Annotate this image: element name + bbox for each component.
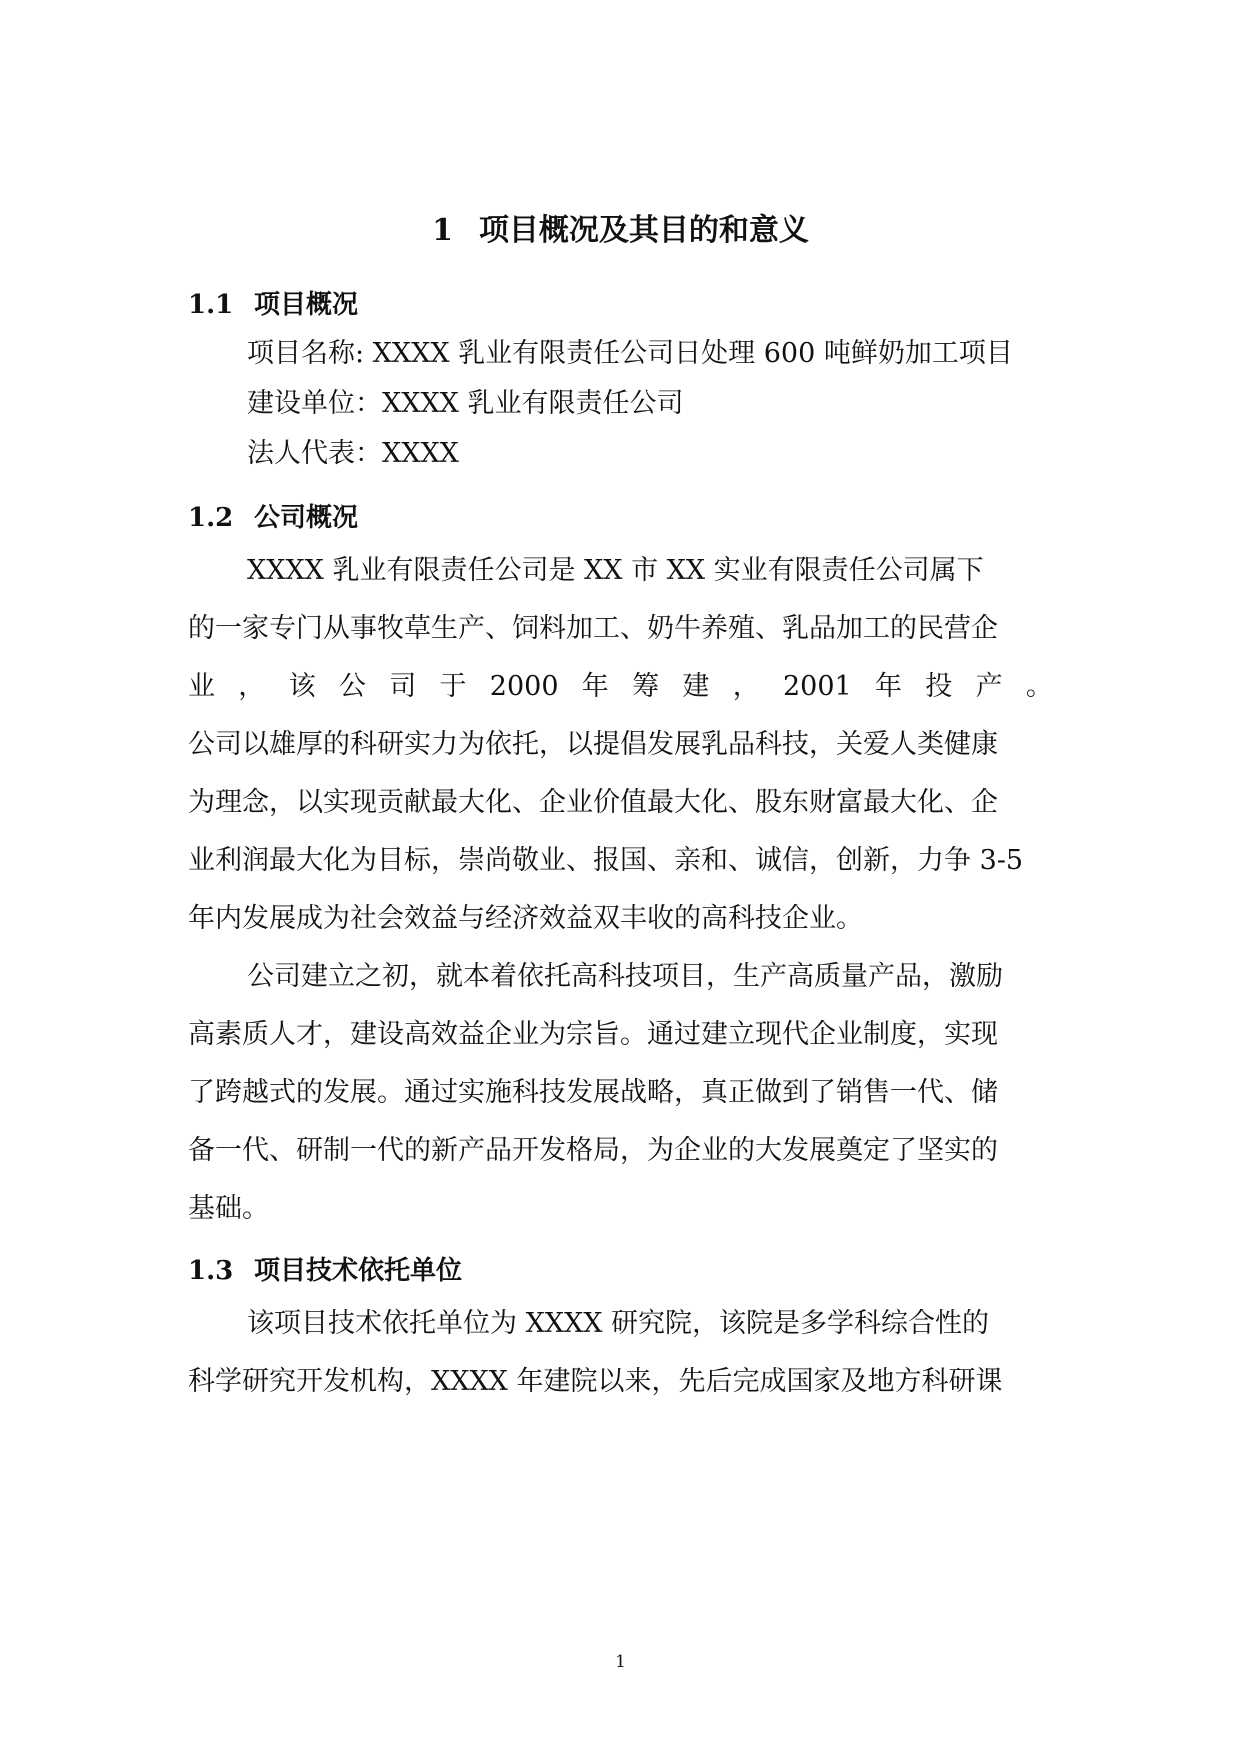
word: 2000 [489,671,559,702]
word: 产 [975,671,1003,702]
word: 年 [875,671,902,702]
word: 投 [925,671,953,702]
word: 该 [288,671,316,702]
page-number: 1 [615,1652,626,1672]
chapter-number: 1 [432,213,453,248]
word: ， [732,671,760,702]
paragraph-line: 高素质人才，建设高效益企业为宗旨。通过建立现代企业制度，实现 [188,1019,998,1050]
section-title: 项目概况 [254,290,359,320]
paragraph-line: 业利润最大化为目标，崇尚敬业、报国、亲和、诚信，创新，力争 3-5 [188,845,1024,876]
paragraph-line: 该项目技术依托单位为 XXXX 研究院，该院是多学科综合性的 [247,1308,990,1339]
section-number: 1.1 [188,290,234,320]
paragraph-line: 为理念，以实现贡献最大化、企业价值最大化、股东财富最大化、企 [188,787,998,818]
paragraph-line: 的一家专门从事牧草生产、饲料加工、奶牛养殖、乳品加工的民营企 [188,613,998,644]
paragraph-line: 备一代、研制一代的新产品开发格局，为企业的大发展奠定了坚实的 [188,1135,998,1166]
section-number: 1.3 [188,1256,234,1286]
paragraph-line: 了跨越式的发展。通过实施科技发展战略，真正做到了销售一代、储 [188,1077,998,1108]
justified-paragraph-line [188,669,1053,705]
section-number: 1.2 [188,503,234,533]
word: ， [238,671,266,702]
section-title: 项目技术依托单位 [254,1256,463,1286]
section-heading-1-1 [188,284,358,321]
paragraph-line: 科学研究开发机构，XXXX 年建院以来，先后完成国家及地方科研课 [188,1366,1003,1397]
word: 建 [682,671,710,702]
word: 2001 [782,671,852,702]
word: 公 [338,671,366,702]
paragraph-line: 基础。 [188,1193,269,1224]
paragraph-line: 年内发展成为社会效益与经济效益双丰收的高科技企业。 [188,903,863,934]
word: 。 [1025,671,1053,702]
word: 司 [389,671,417,702]
project-name-line: 项目名称: XXXX 乳业有限责任公司日处理 600 吨鲜奶加工项目 [247,338,1013,369]
paragraph-line: XXXX 乳业有限责任公司是 XX 市 XX 实业有限责任公司属下 [247,555,984,586]
chapter-title-text: 项目概况及其目的和意义 [478,213,809,248]
builder-line: 建设单位：XXXX 乳业有限责任公司 [247,388,684,419]
section-heading-1-3 [188,1250,462,1287]
legal-rep-line: 法人代表：XXXX [247,438,459,469]
word: 年 [581,671,609,702]
word: 业 [188,671,215,702]
section-title: 公司概况 [254,503,359,533]
section-heading-1-2 [188,497,358,534]
word: 筹 [632,671,660,702]
paragraph-line: 公司建立之初，就本着依托高科技项目，生产高质量产品，激励 [247,961,1003,992]
paragraph-line: 公司以雄厚的科研实力为依托，以提倡发展乳品科技，关爱人类健康 [188,729,998,760]
chapter-title [0,205,1241,249]
word: 于 [439,671,467,702]
